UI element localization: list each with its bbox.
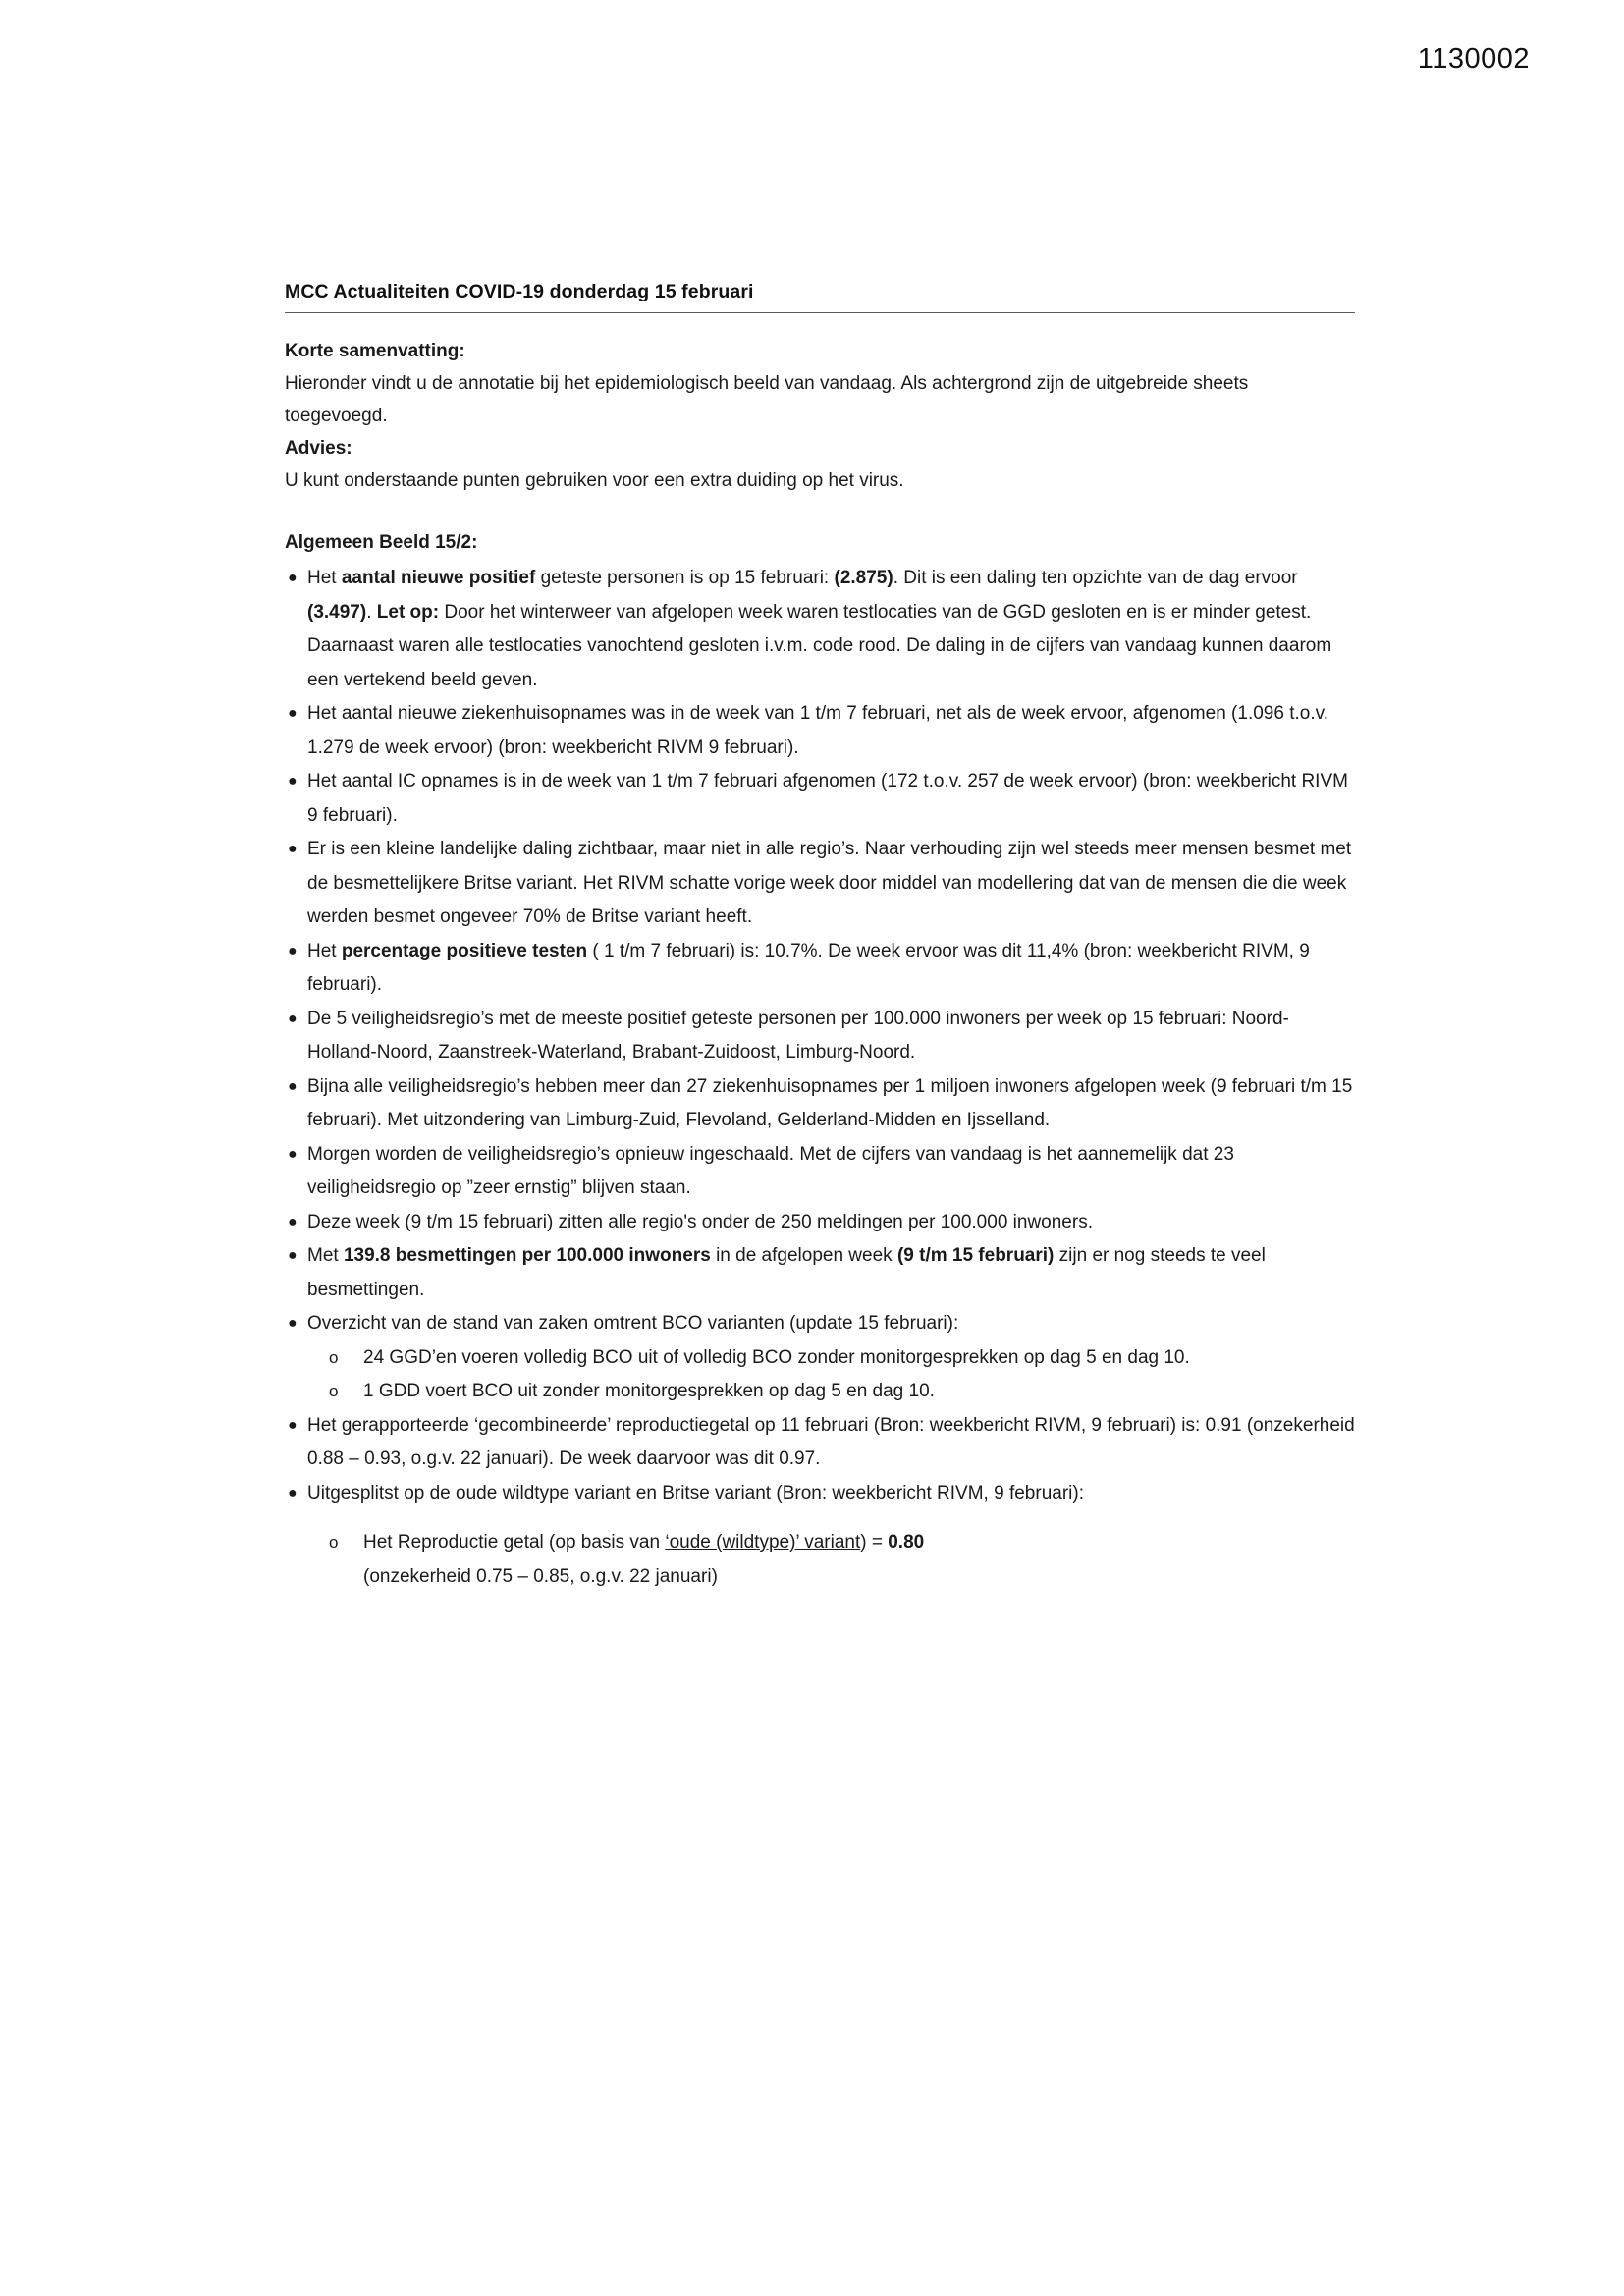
document-body (285, 281, 1355, 1594)
bullet-text: Bijna alle veiligheidsregio’s hebben meer dan 27 ziekenhuisopnames per 1 miljoen inwoners afgelopen week (9 februari t/m 15 februari). Met uitzondering van Limburg-Zuid, Flevoland, Gelderland-Midden en Ijsselland. (307, 1075, 1353, 1130)
bullet-top-5-veiligheidsregios (285, 1003, 1355, 1070)
summary-block (285, 335, 1355, 497)
bullet-marker-icon: ● (288, 841, 298, 857)
sub-bullet-list (285, 1526, 1355, 1594)
bullet-marker-icon: ● (288, 1315, 298, 1332)
sub-bullet-marker-icon: o (329, 1347, 339, 1367)
bullet-text: De 5 veiligheidsregio’s met de meeste positief geteste personen per 100.000 inwoners per week op 15 februari: Noord-Holland-Noord, Zaanstreek-Waterland, Brabant-Zuidoost, Limburg-Noord. (307, 1008, 1289, 1063)
document-number: 1130002 (1417, 43, 1530, 75)
bullet-text: Morgen worden de veiligheidsregio’s opnieuw ingeschaald. Met de cijfers van vandaag is het aannemelijk dat 23 veiligheidsregio op ”zeer ernstig” blijven staan. (307, 1143, 1234, 1198)
bullet-text: Deze week (9 t/m 15 februari) zitten alle regio's onder de 250 meldingen per 100.000 inwoners. (307, 1211, 1093, 1232)
bullet-bco-varianten (285, 1307, 1355, 1341)
summary-heading: Korte samenvatting: (285, 341, 465, 361)
bullet-marker-icon: ● (288, 1010, 298, 1027)
bullet-nieuwe-positief-geteste (285, 562, 1355, 697)
sub-bullet-text: 1 GDD voert BCO uit zonder monitorgesprekken op dag 5 en dag 10. (363, 1381, 935, 1401)
bullet-text: Met 139.8 besmettingen per 100.000 inwoners in de afgelopen week (9 t/m 15 februari) zijn er nog steeds te veel besmettingen. (307, 1245, 1266, 1300)
sub-bullet-text: Het Reproductie getal (op basis van ‘oude (wildtype)’ variant) = 0.80 (onzekerheid 0.75 – 0.85, o.g.v. 22 januari) (363, 1532, 925, 1587)
bullet-marker-icon: ● (288, 1145, 298, 1163)
bullet-marker-icon: ● (288, 1247, 298, 1264)
bullet-text: Overzicht van de stand van zaken omtrent BCO varianten (update 15 februari): (307, 1313, 959, 1334)
sub-bullet-marker-icon: o (329, 1533, 339, 1552)
bullet-marker-icon: ● (288, 1077, 298, 1095)
bullet-opnieuw-ingeschaald (285, 1138, 1355, 1206)
bullet-text: Het percentage positieve testen ( 1 t/m 7 februari) is: 10.7%. De week ervoor was dit 11,4% (bron: weekbericht RIVM, 9 februari). (307, 940, 1310, 995)
sub-list-spacer (285, 1510, 1355, 1526)
bullet-besmettingen-per-100000 (285, 1239, 1355, 1307)
bullet-marker-icon: ● (288, 942, 298, 959)
sub-bullet-list (285, 1341, 1355, 1409)
sub-bullet-text: 24 GGD’en voeren volledig BCO uit of volledig BCO zonder monitorgesprekken op dag 5 en dag 10. (363, 1346, 1190, 1368)
page-title: MCC Actualiteiten COVID-19 donderdag 15 februari (285, 281, 1355, 313)
sub-bullet-reproductie-getal-wildtype (285, 1526, 1355, 1594)
bullet-ic-opnames (285, 765, 1355, 833)
section-heading-algemeen-beeld: Algemeen Beeld 15/2: (285, 532, 478, 553)
bullet-marker-icon: ● (288, 1484, 298, 1502)
sub-bullet-bco-1-gdd (285, 1375, 1355, 1409)
sub-bullet-marker-icon: o (329, 1382, 339, 1400)
bullet-text: Het gerapporteerde ‘gecombineerde’ reproductiegetal op 11 februari (Bron: weekbericht RIVM, 9 februari) is: 0.91 (onzekerheid 0.88 – 0.93, o.g.v. 22 januari). De week daarvoor was dit 0.97. (307, 1414, 1355, 1469)
bullet-marker-icon: ● (288, 1416, 298, 1434)
summary-text: Hieronder vindt u de annotatie bij het epidemiologisch beeld van vandaag. Als achtergrond zijn de uitgebreide sheets toegevoegd. (285, 373, 1249, 426)
advies-text: U kunt onderstaande punten gebruiken voor een extra duiding op het virus. (285, 470, 904, 491)
bullet-gecombineerde-reproductiegetal (285, 1409, 1355, 1477)
bullet-text: Het aantal nieuwe ziekenhuisopnames was in de week van 1 t/m 7 februari, net als de week ervoor, afgenomen (1.096 t.o.v. 1.279 de week ervoor) (bron: weekbericht RIVM 9 februari). (307, 703, 1328, 758)
bullet-uitgesplitst-varianten (285, 1477, 1355, 1511)
bullet-landelijke-daling-britse-variant (285, 833, 1355, 935)
bullet-onder-250-meldingen (285, 1206, 1355, 1240)
bullet-list (285, 562, 1355, 1594)
bullet-text: Uitgesplitst op de oude wildtype variant en Britse variant (Bron: weekbericht RIVM, 9 februari): (307, 1482, 1084, 1503)
sub-bullet-bco-24-ggden (285, 1341, 1355, 1376)
bullet-ziekenhuisopnames (285, 697, 1355, 765)
bullet-percentage-positieve-testen (285, 935, 1355, 1003)
bullet-marker-icon: ● (288, 773, 298, 790)
bullet-marker-icon: ● (288, 705, 298, 722)
bullet-text: Er is een kleine landelijke daling zichtbaar, maar niet in alle regio’s. Naar verhouding zijn wel steeds meer mensen besmet met de besmettelijkere Britse variant. Het RIVM schatte vorige week door middel van modellering dat van de mensen die die week werden besmet ongeveer 70% de Britse variant heeft. (307, 839, 1352, 927)
advies-heading: Advies: (285, 438, 352, 459)
bullet-text: Het aantal IC opnames is in de week van 1 t/m 7 februari afgenomen (172 t.o.v. 257 de week ervoor) (bron: weekbericht RIVM 9 februari). (307, 771, 1348, 826)
bullet-marker-icon: ● (288, 570, 298, 586)
bullet-marker-icon: ● (288, 1213, 298, 1230)
section-spacer (285, 497, 1355, 526)
bullet-ziekenhuisopnames-per-miljoen (285, 1070, 1355, 1138)
bullet-text: Het aantal nieuwe positief geteste personen is op 15 februari: (2.875). Dit is een daling ten opzichte van de dag ervoor (3.497). Let op: Door het winterweer van afgelopen week waren testlocaties van de GGD gesloten en is er minder getest. Daarnaast waren alle testlocaties vanochtend gesloten i.v.m. code rood. De daling in de cijfers van vandaag kunnen daarom een vertekend beeld geven. (307, 568, 1332, 690)
